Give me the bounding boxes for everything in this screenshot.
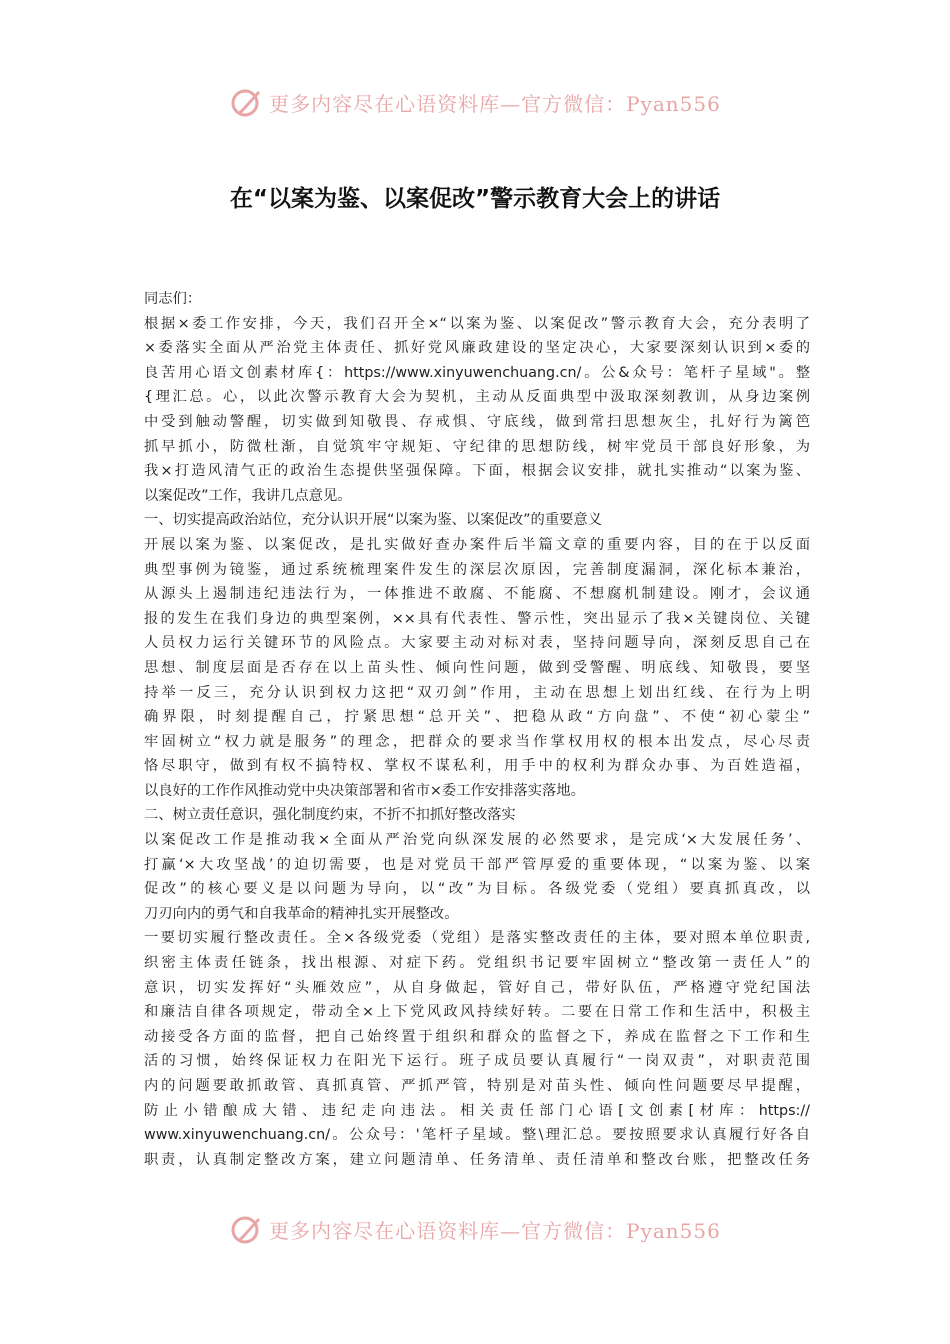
body-line: 以案促改工作是推动我×全面从严治党向纵深发展的必然要求，是完成‘×大发展任务’、 <box>144 832 810 849</box>
body-line: 牢固树立“权力就是服务”的理念，把群众的要求当作掌权用权的根本出发点，尽心尽责 <box>144 733 810 750</box>
body-line: 良苦用心语文创素材库{：https://www.xinyuwenchuang.cn/。公&众号：笔杆子星域"。整 <box>144 364 810 381</box>
body-line: 持举一反三，充分认识到权力这把“双刃剑”作用，主动在思想上划出红线、在行为上明 <box>144 684 810 701</box>
body-line: 人员权力运行关键环节的风险点。大家要主动对标对表，坚持问题导向，深刻反思自己在 <box>144 635 810 652</box>
body-line: 织密主体责任链条，找出根源、对症下药。党组织书记要牢固树立“整改第一责任人”的 <box>144 955 810 972</box>
body-line: 二、树立责任意识，强化制度约束，不折不扣抓好整改落实 <box>144 807 516 824</box>
body-line: 职责，认真制定整改方案，建立问题清单、任务清单、责任清单和整改台账，把整改任务 <box>144 1151 810 1168</box>
body-line: 动接受各方面的监督，把自己始终置于组织和群众的监督之下，养成在监督之下工作和生 <box>144 1028 810 1045</box>
body-line: 典型事例为镜鉴，通过系统梳理案件发生的深层次原因，完善制度漏洞，深化标本兼治， <box>144 561 810 578</box>
body-line: 报的发生在我们身边的典型案例，××具有代表性、警示性，突出显示了我×关键岗位、关键 <box>144 610 810 627</box>
banner-text: 更多内容尽在心语资料库—官方微信：Pyan556 <box>269 91 721 116</box>
body-line: 确界限，时刻提醒自己，拧紧思想“总开关”、把稳从政“方向盘”、不使“初心蒙尘” <box>144 709 810 726</box>
body-line: 思想、制度层面是否存在以上苗头性、倾向性问题，做到受警醒、明底线、知敬畏，要坚 <box>144 659 810 676</box>
top-watermark-banner <box>0 82 950 122</box>
body-line: 从源头上遏制违纪违法行为，一体推进不敢腐、不能腐、不想腐机制建设。刚才，会议通 <box>144 586 810 603</box>
body-line: 恪尽职守，做到有权不搞特权、掌权不谋私利，用手中的权利为群众办事、为百姓造福， <box>144 758 810 775</box>
document-title: 在“以案为鉴、以案促改”警示教育大会上的讲话 <box>229 186 721 212</box>
body-line: 以案促改”工作，我讲几点意见。 <box>144 487 352 504</box>
body-line: 和廉洁自律各项规定，带动全×上下党风政风持续好转。二要在日常工作和生活中，积极主 <box>144 1004 810 1021</box>
body-line: 同志们： <box>144 291 202 307</box>
body-line: 活的习惯，始终保证权力在阳光下运行。班子成员要认真履行“一岗双责”，对职责范围 <box>144 1053 810 1070</box>
body-line: 以良好的工作作风推动党中央决策部署和省市×委工作安排落实落地。 <box>144 782 585 799</box>
body-line: 中受到触动警醒，切实做到知敬畏、存戒惧、守底线，做到常扫思想灰尘，扎好行为篱笆 <box>144 413 810 430</box>
body-line: 内的问题要敢抓敢管、真抓真管、严抓严管，特别是对苗头性、倾向性问题要尽早提醒， <box>144 1078 810 1094</box>
body-line: 开展以案为鉴、以案促改，是扎实做好查办案件后半篇文章的重要内容，目的在于以反面 <box>144 536 810 553</box>
bottom-watermark-banner <box>0 1209 950 1249</box>
banner-inner <box>229 85 721 119</box>
body-line: {理汇总。心，以此次警示教育大会为契机，主动从反面典型中汲取深刻教训，从身边案例 <box>144 389 810 406</box>
body-line: ×委落实全面从严治党主体责任、抓好党风廉政建设的坚定决心，大家要深刻认识到×委的 <box>144 340 810 357</box>
banner-inner <box>229 1212 721 1246</box>
body-line: 防止小错酿成大错、违纪走向违法。相关责任部门心语[文创素[材库：https:// <box>144 1102 810 1119</box>
quill-logo-icon <box>229 85 263 119</box>
banner-text: 更多内容尽在心语资料库—官方微信：Pyan556 <box>269 1218 721 1243</box>
body-line: 抓早抓小，防微杜渐，自觉筑牢守规矩、守纪律的思想防线，树牢党员干部良好形象，为 <box>144 438 810 455</box>
body-line: 我×打造风清气正的政治生态提供坚强保障。下面，根据会议安排，就扎实推动“以案为鉴、 <box>144 463 810 480</box>
body-line: 一、切实提高政治站位，充分认识开展“以案为鉴、以案促改”的重要意义 <box>144 512 603 529</box>
document-body <box>144 287 810 1172</box>
body-line: 促改”的核心要义是以问题为导向，以“改”为目标。各级党委（党组）要真抓真改，以 <box>144 881 810 898</box>
body-line: 一要切实履行整改责任。全×各级党委（党组）是落实整改责任的主体，要对照本单位职责, <box>144 930 810 947</box>
quill-logo-icon <box>229 1212 263 1246</box>
body-line: 根据×委工作安排，今天，我们召开全×“以案为鉴、以案促改”警示教育大会，充分表明了 <box>144 315 810 332</box>
body-line: 刀刃向内的勇气和自我革命的精神扎实开展整改。 <box>144 905 459 922</box>
body-line: www.xinyuwenchuang.cn/。公众号：'笔杆子星域。整\理汇总。要按照要求认真履行好各自 <box>144 1127 810 1144</box>
body-line: 意识，切实发挥好“头雁效应”，从自身做起，管好自己，带好队伍，严格遵守党纪国法 <box>144 979 810 996</box>
body-line: 打赢‘×大攻坚战’的迫切需要，也是对党员干部严管厚爱的重要体现，“以案为鉴、以案 <box>144 856 810 873</box>
